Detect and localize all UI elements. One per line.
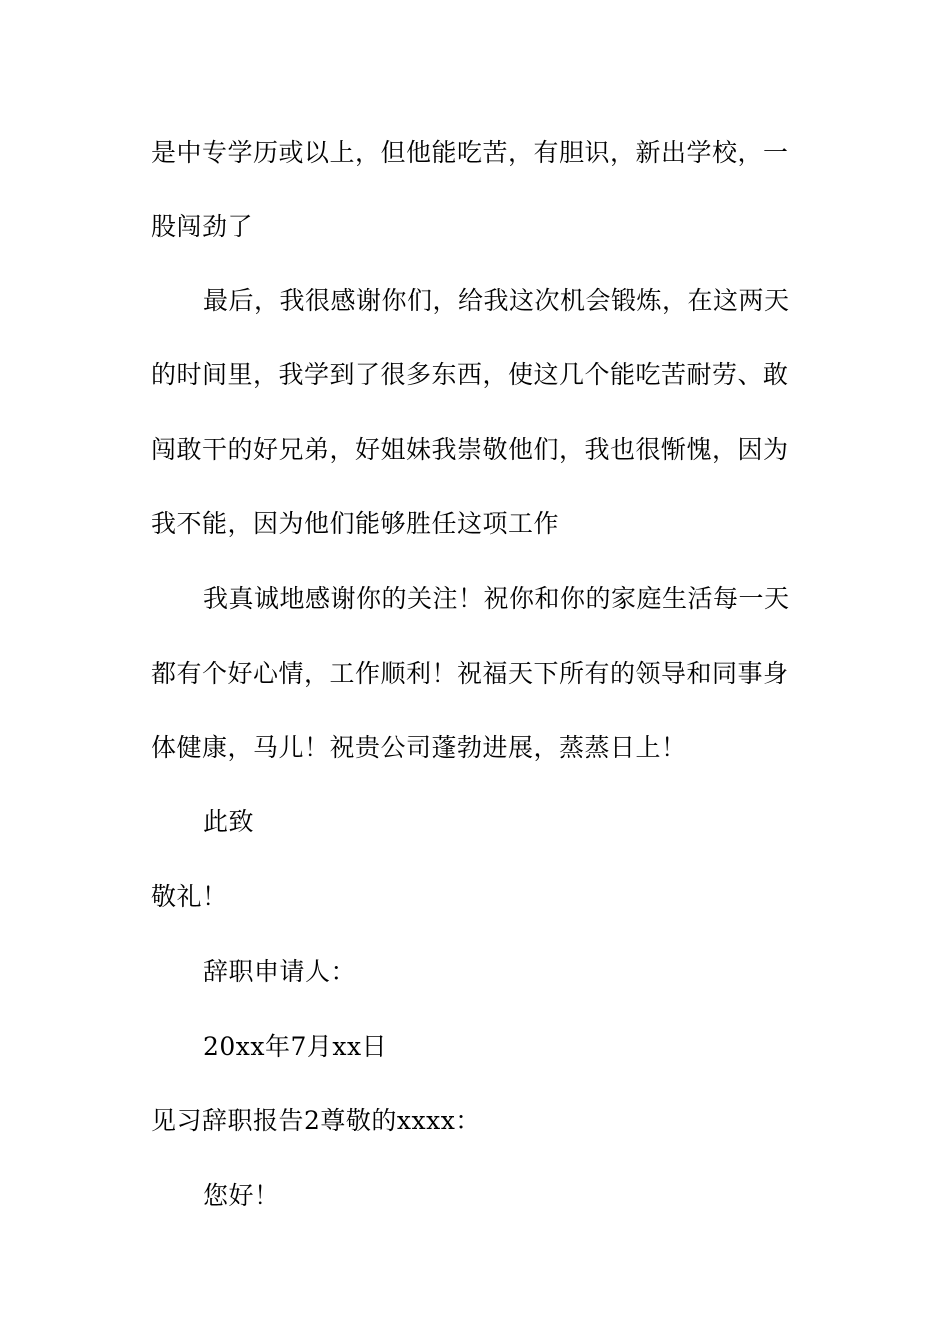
paragraph-start-line: 我真诚地感谢你的关注！祝你和你的家庭生活每一天 [203,584,790,613]
greeting: 您好！ [203,1181,280,1210]
body-text-line: 闯敢干的好兄弟，好姐妹我崇敬他们，我也很惭愧，因为 [151,435,789,464]
closing-phrase: 此致 [203,807,255,836]
signature-label: 辞职申请人： [203,957,357,986]
body-text-line: 体健康，马儿！祝贵公司蓬勃进展，蒸蒸日上！ [151,733,687,762]
body-text-line: 都有个好心情，工作顺利！祝福天下所有的领导和同事身 [151,659,789,688]
body-text-line: 股闯劲了 [151,212,254,241]
paragraph-start-line: 最后，我很感谢你们，给我这次机会锻炼，在这两天 [203,286,790,315]
body-text-line: 是中专学历或以上，但他能吃苦，有胆识，新出学校，一 [151,138,789,167]
salutation: 敬礼！ [151,882,228,911]
body-text-line: 我不能，因为他们能够胜任这项工作 [151,509,560,538]
section-heading: 见习辞职报告2尊敬的xxxx： [151,1106,481,1135]
date-line: 20xx年7月xx日 [203,1032,388,1061]
body-text-line: 的时间里，我学到了很多东西，使这几个能吃苦耐劳、敢 [151,360,789,389]
